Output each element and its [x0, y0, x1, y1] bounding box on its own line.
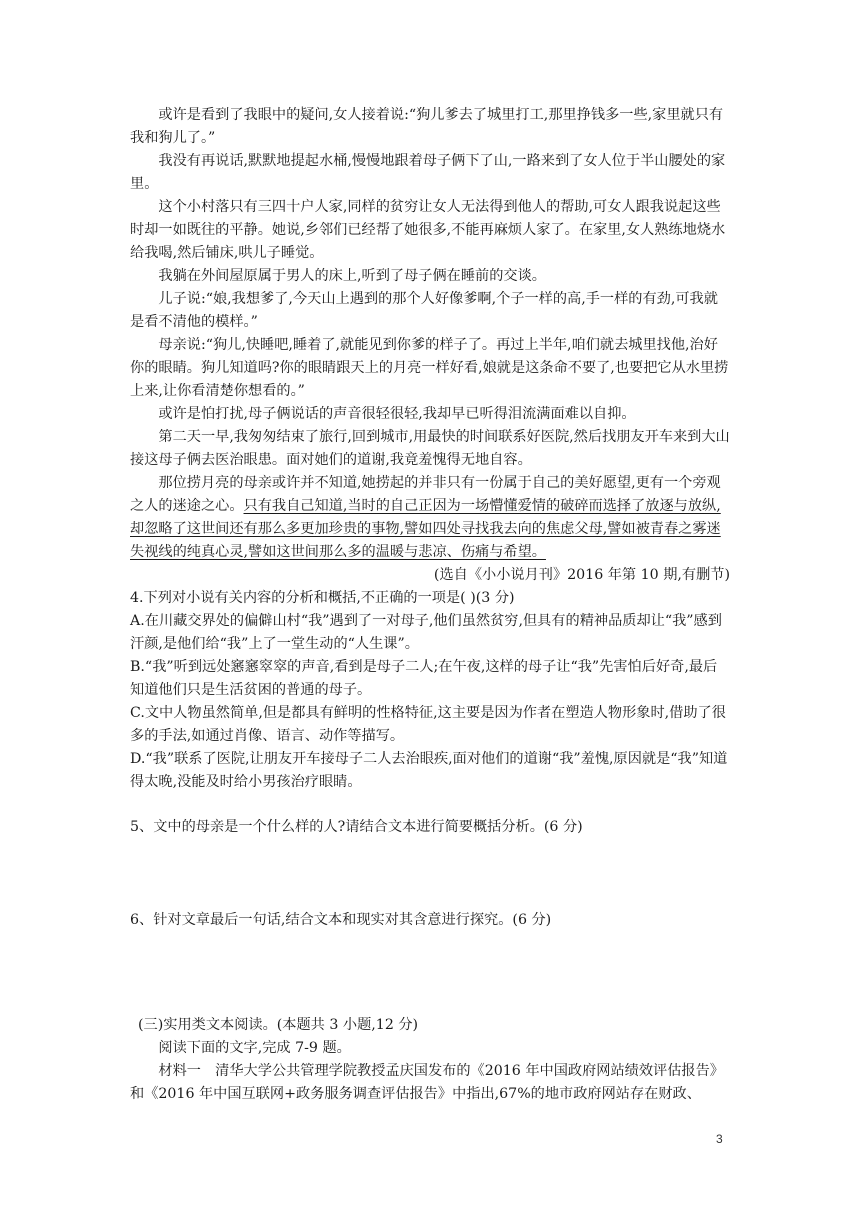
question-4: [130, 587, 730, 794]
page-number: 3: [716, 1132, 723, 1146]
underlined-sentence: 只有我自己知道,当时的自己正因为一场懵懂爱情的破碎而选择了放逐与放纵,却忽略了这世间还有那么多更加珍贵的事物,譬如四处寻找我去向的焦虑父母,譬如被青春之雾迷失视线的纯真心灵,譬如这世间那么多的温暖与悲凉、伤痛与希望。: [130, 498, 721, 560]
final-paragraph-text: 那位捞月亮的母亲或许并不知道,她捞起的并非只有一份属于自己的美好愿望,更有一个旁观之人的迷途之心。: [130, 475, 721, 514]
story-paragraph: 这个小村落只有三四十户人家,同样的贫穷让女人无法得到他人的帮助,可女人跟我说起这些时却一如既往的平静。她说,乡邻们已经帮了她很多,不能再麻烦人家了。在家里,女人熟练地烧水给我喝,然后铺床,哄儿子睡觉。: [130, 199, 726, 261]
option-d: D.“我”联系了医院,让朋友开车接母子二人去治眼疾,面对他们的道谢“我”羞愧,原因就是“我”知道得太晚,没能及时给小男孩治疗眼睛。: [130, 751, 728, 790]
story-paragraph: 我躺在外间屋原属于男人的床上,听到了母子俩在睡前的交谈。: [158, 268, 546, 284]
question-5: 5、文中的母亲是一个什么样的人?请结合文本进行简要概括分析。(6 分): [130, 819, 583, 835]
question-4-stem: 4.下列对小说有关内容的分析和概括,不正确的一项是( )(3 分): [130, 590, 515, 606]
story-paragraph: 或许是怕打扰,母子俩说话的声音很轻很轻,我却早已听得泪流满面难以自抑。: [158, 406, 636, 422]
section-3: [130, 1014, 730, 1106]
story-paragraph: 儿子说:“娘,我想爹了,今天山上遇到的那个人好像爹啊,个子一样的高,手一样的有劲,可我就是看不清他的模样。”: [130, 291, 718, 330]
option-a: A.在川藏交界处的偏僻山村“我”遇到了一对母子,他们虽然贫穷,但具有的精神品质却让“我”感到汗颜,是他们给“我”上了一堂生动的“人生课”。: [130, 613, 722, 652]
spacer: [130, 794, 730, 816]
question-6: 6、针对文章最后一句话,结合文本和现实对其含意进行探究。(6 分): [130, 912, 552, 928]
material-one: 材料一 清华大学公共管理学院教授孟庆国发布的《2016 年中国政府网站绩效评估报告》和《2016 年中国互联网+政务服务调查评估报告》中指出,67%的地市政府网站存在财政、: [130, 1063, 724, 1102]
story-final-paragraph: [130, 472, 730, 564]
option-c: C.文中人物虽然简单,但是都具有鲜明的性格特征,这主要是因为作者在塑造人物形象时,借助了很多的手法,如通过肖像、语言、动作等描写。: [130, 705, 726, 744]
option-b: B.“我”听到远处窸窸窣窣的声音,看到是母子二人;在午夜,这样的母子让“我”先害怕后好奇,最后知道他们只是生活贫困的普通的母子。: [130, 659, 718, 698]
page-content: [130, 104, 730, 1106]
answer-space: [130, 839, 730, 909]
story-text: [130, 104, 730, 587]
story-paragraph: 母亲说:“狗儿,快睡吧,睡着了,就能见到你爹的样子了。再过上半年,咱们就去城里找他,治好你的眼睛。狗儿知道吗?你的眼睛跟天上的月亮一样好看,娘就是这条命不要了,也要把它从水里捞上来,让你看清楚你想看的。”: [130, 337, 729, 399]
source-citation: (选自《小小说月刊》2016 年第 10 期,有删节): [433, 567, 730, 583]
answer-space: [130, 932, 730, 1014]
story-paragraph: 或许是看到了我眼中的疑问,女人接着说:“狗儿爹去了城里打工,那里挣钱多一些,家里就只有我和狗儿了。”: [130, 107, 724, 146]
section-instruction: 阅读下面的文字,完成 7-9 题。: [158, 1040, 351, 1056]
section-heading: (三)实用类文本阅读。(本题共 3 小题,12 分): [138, 1017, 419, 1033]
story-paragraph: 我没有再说话,默默地提起水桶,慢慢地跟着母子俩下了山,一路来到了女人位于半山腰处的家里。: [130, 153, 726, 192]
story-paragraph: 第二天一早,我匆匆结束了旅行,回到城市,用最快的时间联系好医院,然后找朋友开车来到大山接这母子俩去医治眼患。面对她们的道谢,我竟羞愧得无地自容。: [130, 429, 730, 468]
